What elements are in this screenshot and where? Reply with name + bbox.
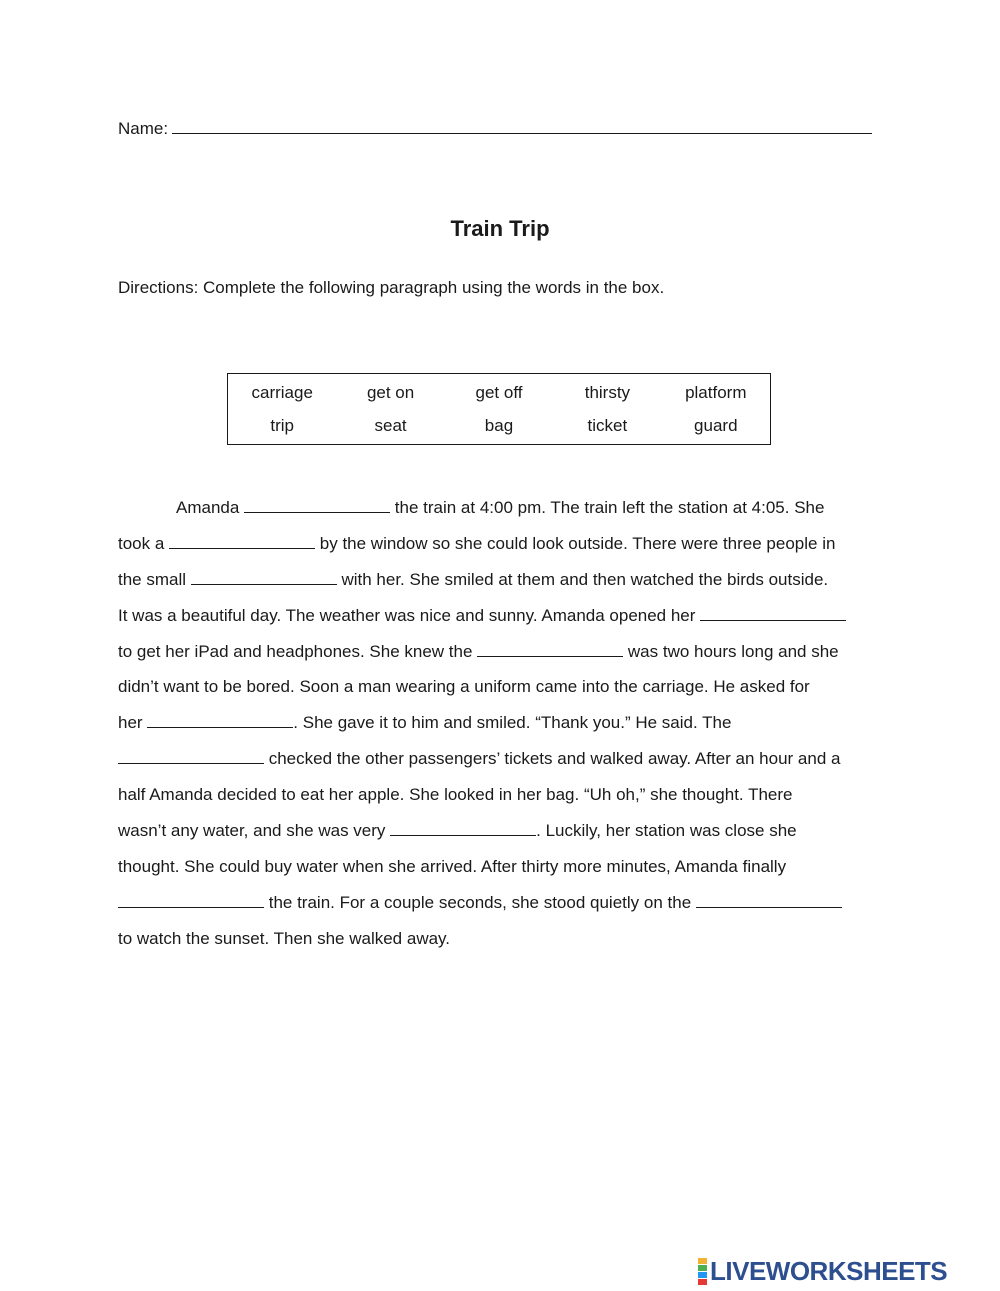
answer-blank[interactable] — [169, 534, 315, 549]
word-seat: seat — [374, 415, 407, 435]
word-get-on: get on — [366, 382, 415, 402]
answer-blank[interactable] — [696, 893, 842, 908]
word-platform: platform — [685, 382, 747, 402]
text-segment: checked the other passengers’ tickets and walked away. After an hour and a — [264, 749, 841, 769]
paragraph-line — [118, 849, 883, 885]
paragraph-line — [118, 526, 883, 562]
text-segment: wasn’t any water, and she was very — [118, 821, 391, 841]
text-segment: the small — [118, 569, 191, 589]
text-segment: didn’t want to be bored. Soon a man wearing a uniform came into the carriage. He asked for — [118, 677, 810, 697]
word-box — [227, 373, 771, 445]
text-segment: It was a beautiful day. The weather was nice and sunny. Amanda opened her — [118, 605, 701, 625]
answer-blank[interactable] — [477, 642, 623, 657]
word-thirsty: thirsty — [584, 382, 631, 402]
word-trip: trip — [270, 415, 294, 435]
name-label: Name: — [118, 119, 169, 138]
answer-blank[interactable] — [118, 893, 264, 908]
answer-blank[interactable] — [147, 713, 293, 728]
text-segment: Amanda — [176, 498, 245, 517]
answer-blank[interactable] — [191, 570, 337, 585]
paragraph-line — [118, 741, 883, 777]
text-segment: with her. She smiled at them and then watched the birds outside. — [336, 569, 829, 589]
paragraph-line — [118, 921, 883, 957]
name-blank[interactable] — [172, 119, 872, 134]
logo-block — [698, 1258, 707, 1264]
directions-text: Directions: Complete the following paragraph using the words in the box. — [118, 278, 665, 297]
word-guard: guard — [694, 415, 738, 435]
logo-mark-icon — [698, 1258, 707, 1285]
text-segment: was two hours long and she — [623, 641, 839, 661]
paragraph-line — [118, 885, 883, 921]
paragraph-line — [118, 598, 883, 634]
paragraph-line — [118, 777, 883, 813]
answer-blank[interactable] — [244, 498, 390, 513]
text-segment: . She gave it to him and smiled. “Thank you.” He said. The — [293, 713, 732, 733]
logo-block — [698, 1265, 707, 1271]
paragraph-line — [118, 562, 883, 598]
text-segment: to get her iPad and headphones. She knew the — [118, 641, 478, 661]
logo-text: LIVEWORKSHEETS — [710, 1255, 948, 1286]
paragraph-line — [118, 813, 883, 849]
text-segment: half Amanda decided to eat her apple. She looked in her bag. “Uh oh,” she thought. There — [118, 785, 793, 805]
text-segment: by the window so she could look outside. There were three people in — [315, 533, 836, 553]
text-segment: . Luckily, her station was close she — [536, 821, 797, 841]
text-segment: her — [118, 713, 148, 733]
word-get-off: get off — [475, 382, 523, 402]
word-carriage: carriage — [251, 382, 313, 402]
answer-blank[interactable] — [700, 606, 846, 621]
paragraph-line — [118, 705, 883, 741]
paragraph-line — [118, 669, 883, 705]
paragraph-line — [118, 634, 883, 670]
word-bag: bag — [484, 415, 514, 435]
name-field — [118, 119, 872, 139]
liveworksheets-logo — [698, 1256, 947, 1286]
text-segment: thought. She could buy water when she arrived. After thirty more minutes, Amanda finally — [118, 856, 787, 876]
logo-block — [698, 1272, 707, 1278]
story-paragraph — [118, 490, 883, 957]
answer-blank[interactable] — [390, 821, 536, 836]
text-segment: the train at 4:00 pm. The train left the station at 4:05. She — [390, 498, 825, 517]
word-ticket: ticket — [587, 415, 628, 435]
logo-block — [698, 1279, 707, 1285]
text-segment: to watch the sunset. Then she walked away. — [118, 928, 451, 948]
text-segment: took a — [118, 533, 170, 553]
paragraph-line — [118, 490, 883, 526]
text-segment: the train. For a couple seconds, she stood quietly on the — [264, 892, 696, 912]
answer-blank[interactable] — [118, 749, 264, 764]
page-title: Train Trip — [450, 216, 550, 241]
